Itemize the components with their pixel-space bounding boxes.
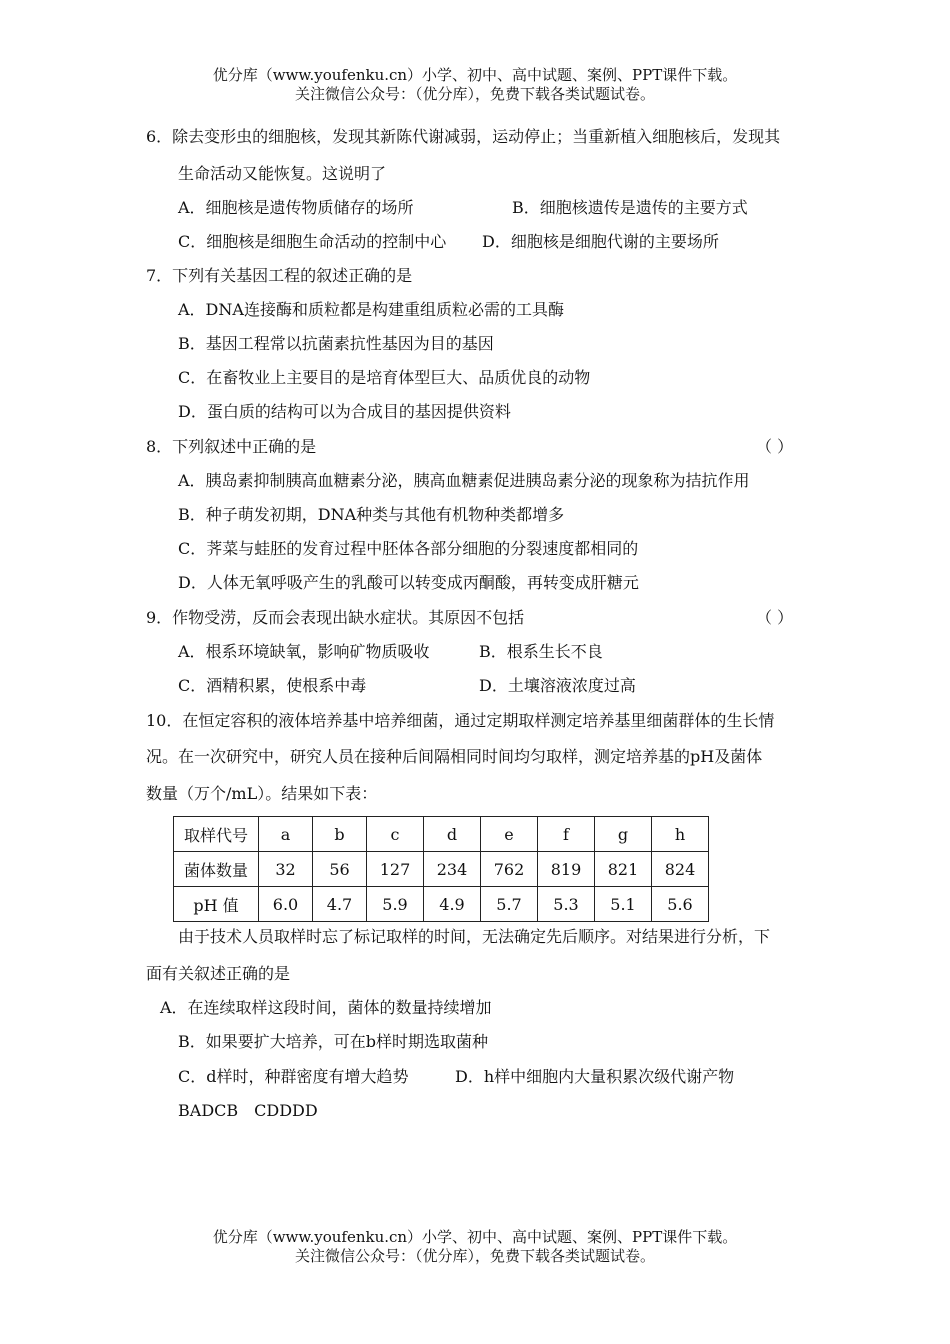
- q10-after-table-line-2: 面有关叙述正确的是: [146, 964, 291, 983]
- answer-key: BADCB CDDDD: [178, 1101, 318, 1120]
- q10-stem-line-1: 10．在恒定容积的液体培养基中培养细菌，通过定期取样测定培养基里细菌群体的生长情: [146, 711, 775, 730]
- q8-option-b: B．种子萌发初期，DNA种类与其他有机物种类都增多: [178, 505, 565, 524]
- table-cell: 821: [595, 852, 652, 887]
- q8-option-a: A．胰岛素抑制胰高血糖素分泌，胰高血糖素促进胰岛素分泌的现象称为拮抗作用: [178, 471, 750, 490]
- header-line-2: 关注微信公众号：（优分库），免费下载各类试题试卷。: [294, 85, 655, 103]
- table-cell: 32: [259, 852, 313, 887]
- table-cell: a: [259, 817, 313, 852]
- footer-line-2: 关注微信公众号：（优分库），免费下载各类试题试卷。: [294, 1247, 655, 1265]
- table-cell: b: [313, 817, 367, 852]
- table-cell: pH 值: [174, 887, 259, 922]
- q10-option-a: A．在连续取样这段时间，菌体的数量持续增加: [160, 998, 492, 1017]
- q6-stem-line-2: 生命活动又能恢复。这说明了: [178, 164, 387, 183]
- page-header: [0, 66, 950, 104]
- q8-option-d: D．人体无氧呼吸产生的乳酸可以转变成丙酮酸，再转变成肝糖元: [178, 573, 639, 592]
- page-footer: [0, 1228, 950, 1266]
- q9-stem: 9．作物受涝，反而会表现出缺水症状。其原因不包括: [146, 608, 525, 627]
- q7-option-b: B．基因工程常以抗菌素抗性基因为目的基因: [178, 334, 494, 353]
- table-cell: h: [652, 817, 709, 852]
- table-cell: d: [424, 817, 481, 852]
- table-cell: 56: [313, 852, 367, 887]
- table-row-ph: [174, 887, 709, 922]
- table-cell: 819: [538, 852, 595, 887]
- table-cell: g: [595, 817, 652, 852]
- table-cell: 取样代号: [174, 817, 259, 852]
- table-row-sample-id: [174, 817, 709, 852]
- table-cell: 234: [424, 852, 481, 887]
- q8-stem: 8．下列叙述中正确的是: [146, 437, 317, 456]
- q10-after-table-line-1: 由于技术人员取样时忘了标记取样的时间，无法确定先后顺序。对结果进行分析，下: [178, 927, 771, 946]
- table-row-cell-count: [174, 852, 709, 887]
- q9-option-c: C．酒精积累，使根系中毒: [178, 676, 367, 695]
- table-cell: 5.1: [595, 887, 652, 922]
- q6-stem-line-1: 6．除去变形虫的细胞核，发现其新陈代谢减弱，运动停止；当重新植入细胞核后，发现其: [146, 127, 781, 146]
- q10-stem-line-3: 数量（万个/mL）。结果如下表：: [146, 784, 378, 803]
- q9-option-b: B．根系生长不良: [479, 642, 603, 661]
- q9-option-a: A．根系环境缺氧，影响矿物质吸收: [178, 642, 430, 661]
- table-cell: 4.9: [424, 887, 481, 922]
- table-cell: 6.0: [259, 887, 313, 922]
- table-cell: c: [367, 817, 424, 852]
- q7-option-c: C．在畜牧业上主要目的是培育体型巨大、品质优良的动物: [178, 368, 591, 387]
- table-cell: 762: [481, 852, 538, 887]
- q10-option-b: B．如果要扩大培养，可在b样时期选取菌种: [178, 1032, 489, 1051]
- q8-option-c: C．荠菜与蛙胚的发育过程中胚体各部分细胞的分裂速度都相同的: [178, 539, 639, 558]
- table-cell: 824: [652, 852, 709, 887]
- q9-answer-blank: （ ）: [756, 608, 794, 627]
- results-table: [173, 816, 709, 922]
- table-cell: 5.3: [538, 887, 595, 922]
- table-cell: f: [538, 817, 595, 852]
- q6-option-d: D．细胞核是细胞代谢的主要场所: [482, 232, 719, 251]
- q10-stem-line-2: 况。在一次研究中，研究人员在接种后间隔相同时间均匀取样，测定培养基的pH及菌体: [146, 747, 763, 766]
- q6-option-c: C．细胞核是细胞生命活动的控制中心: [178, 232, 447, 251]
- q7-stem: 7．下列有关基因工程的叙述正确的是: [146, 266, 413, 285]
- q8-answer-blank: （ ）: [756, 437, 794, 456]
- header-line-1: 优分库（www.youfenku.cn）小学、初中、高中试题、案例、PPT课件下载。: [212, 66, 738, 84]
- q10-option-c: C．d样时，种群密度有增大趋势: [178, 1067, 409, 1086]
- q6-option-a: A．细胞核是遗传物质储存的场所: [178, 198, 414, 217]
- table-cell: e: [481, 817, 538, 852]
- table-cell: 5.6: [652, 887, 709, 922]
- q7-option-a: A．DNA连接酶和质粒都是构建重组质粒必需的工具酶: [178, 300, 564, 319]
- footer-line-1: 优分库（www.youfenku.cn）小学、初中、高中试题、案例、PPT课件下载。: [212, 1228, 738, 1246]
- table-cell: 4.7: [313, 887, 367, 922]
- table-cell: 5.9: [367, 887, 424, 922]
- q7-option-d: D．蛋白质的结构可以为合成目的基因提供资料: [178, 402, 511, 421]
- table-cell: 菌体数量: [174, 852, 259, 887]
- q9-option-d: D．土壤溶液浓度过高: [479, 676, 636, 695]
- table-cell: 5.7: [481, 887, 538, 922]
- q10-option-d: D．h样中细胞内大量积累次级代谢产物: [455, 1067, 735, 1086]
- table-cell: 127: [367, 852, 424, 887]
- q6-option-b: B．细胞核遗传是遗传的主要方式: [512, 198, 748, 217]
